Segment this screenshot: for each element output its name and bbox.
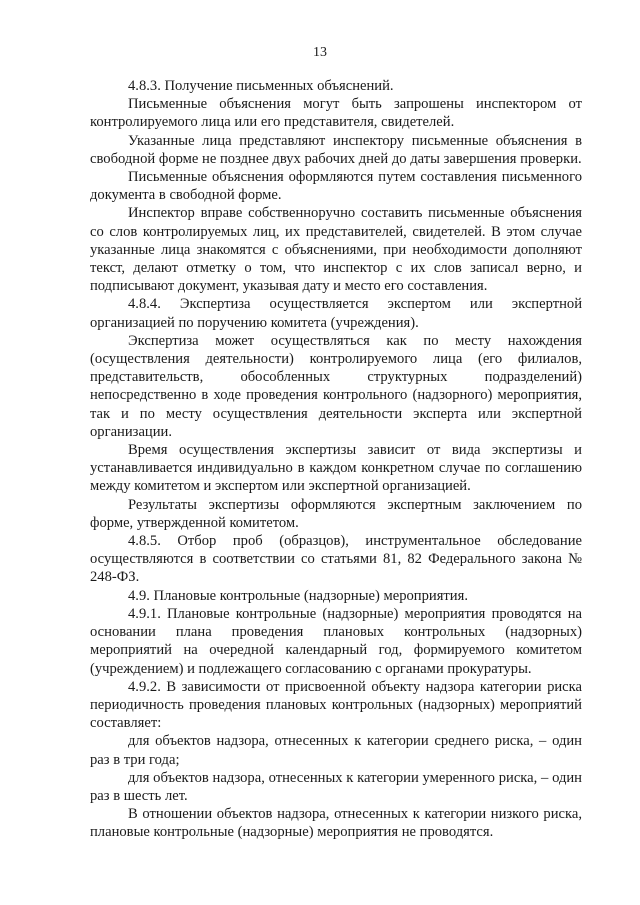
paragraph: Указанные лица представляют инспектору письменные объяснения в свободной форме не позднее двух рабочих дней до даты завершения проверки. [90,132,582,167]
paragraph: Результаты экспертизы оформляются экспертным заключением по форме, утвержденной комитетом. [90,496,582,531]
section-4-9-1: 4.9.1. Плановые контрольные (надзорные) мероприятия проводятся на основании плана проведения плановых контрольных (надзорных) мероприятий на очередной календарный год, формируемого комитетом (учреждением) и подлежащего согласованию с органами прокуратуры. [90,605,582,677]
paragraph: Письменные объяснения могут быть запрошены инспектором от контролируемого лица или его представителя, свидетелей. [90,96,582,131]
section-heading-4-8-3: 4.8.3. Получение письменных объяснений. [128,78,394,94]
paragraph: В отношении объектов надзора, отнесенных к категории низкого риска, плановые контрольные (надзорные) мероприятия не проводятся. [90,806,582,841]
section-4-9-2: 4.9.2. В зависимости от присвоенной объекту надзора категории риска периодичность проведения плановых контрольных (надзорных) мероприятий составляет: [90,678,582,732]
list-item: для объектов надзора, отнесенных к категории умеренного риска, – один раз в шесть лет. [90,769,582,804]
page-number: 13 [313,45,327,60]
document-body [90,77,582,842]
paragraph: Инспектор вправе собственноручно составить письменные объяснения со слов контролируемых лиц, их представителей, свидетелей. В этом случае указанные лица знакомятся с объяснениями, при необходимости дополняют текст, делают отметку о том, что инспектор с их слов записал верно, и подписывают документ, указывая дату и место его составления. [90,205,582,295]
paragraph: Время осуществления экспертизы зависит от вида экспертизы и устанавливается индивидуально в каждом конкретном случае по соглашению между комитетом и экспертом или экспертной организацией. [90,442,582,495]
section-heading-4-9: 4.9. Плановые контрольные (надзорные) мероприятия. [128,587,468,604]
paragraph: Экспертиза может осуществляться как по месту нахождения (осуществления деятельности) контролируемого лица (его филиалов, представительств, обособленных структурных подразделений) непосредственно в ходе проведения контрольного (надзорного) мероприятия, так и по месту осуществления деятельности эксперта или экспертной организации. [90,332,582,440]
section-4-8-5: 4.8.5. Отбор проб (образцов), инструментальное обследование осуществляются в соответствии со статьями 81, 82 Федерального закона № 248-ФЗ. [90,533,582,586]
list-item: для объектов надзора, отнесенных к категории среднего риска, – один раз в три года; [90,733,582,768]
section-4-8-4: 4.8.4. Экспертиза осуществляется экспертом или экспертной организацией по поручению комитета (учреждения). [90,296,582,331]
paragraph: Письменные объяснения оформляются путем составления письменного документа в свободной форме. [90,169,582,204]
